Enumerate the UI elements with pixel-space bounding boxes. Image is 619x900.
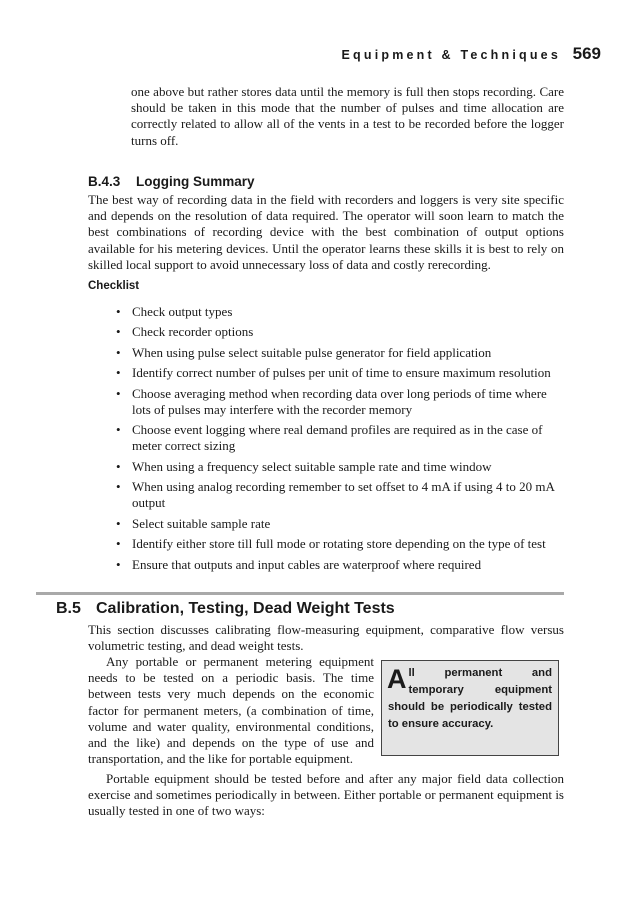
checklist-item: • Identify either store till full mode or rotating store depending on the type of test — [114, 536, 566, 552]
page-header — [0, 44, 619, 68]
section-b5-paragraph-2: Any portable or permanent metering equipment needs to be tested on a periodic basis. The time between tests very much depends on the economic factor for permanent meters, (a combination of time, volume and water quality, environmental conditions, and the like) and depends on the type of use and transportation, and the like for portable equipment. — [88, 654, 374, 767]
checklist-item: • When using a frequency select suitable sample rate and time window — [114, 459, 566, 475]
checklist-item: • Identify correct number of pulses per unit of time to ensure maximum resolution — [114, 365, 566, 381]
running-title: Equipment & Techniques — [341, 48, 561, 62]
intro-paragraph: one above but rather stores data until the memory is full then stops recording. Care should be taken in this mode that the number of pulses and time allocation are correctly related to allow all of the vents in a test to be recorded before the logger turns off. — [131, 84, 564, 148]
page-number: 569 — [572, 44, 601, 63]
checklist-item: • Ensure that outputs and input cables are waterproof where required — [114, 557, 566, 573]
section-b5-heading — [56, 600, 395, 618]
section-b5-paragraph-1: This section discusses calibrating flow-measuring equipment, comparative flow versus volumetric testing, and dead weight tests. — [88, 622, 564, 654]
section-b5-number: B.5 — [56, 600, 81, 617]
checklist-title: Checklist — [88, 280, 140, 292]
checklist-item: • When using pulse select suitable pulse generator for field application — [114, 345, 566, 361]
section-b5-paragraph-3: Portable equipment should be tested before and after any major field data collection exercise and sometimes periodically in between. Either portable or permanent equipment is usually tested in one of two ways: — [88, 771, 564, 819]
checklist — [114, 304, 566, 577]
checklist-item: • Check recorder options — [114, 324, 566, 340]
section-divider — [36, 592, 564, 595]
checklist-item: • Select suitable sample rate — [114, 516, 566, 532]
callout-drop-cap: A — [387, 664, 407, 694]
callout-box — [381, 660, 559, 756]
section-b43-paragraph: The best way of recording data in the field with recorders and loggers is very site specific and depends on the resolution of data required. The operator will soon learn to match the best combinations of recording device with the best combination of output options available for his metering devices. Until the operator learns these skills it is best to rely on skilled local support to avoid unnecessary loss of data and costly rerecording. — [88, 192, 564, 272]
checklist-item: • Choose averaging method when recording data over long periods of time where lots of pulses may interfere with the recorder memory — [114, 386, 566, 418]
callout-text: ll permanent and temporary equipment should be periodically tested to ensure accuracy. — [388, 667, 552, 730]
section-b43-number: B.4.3 — [88, 174, 121, 189]
section-b43-title: Logging Summary — [136, 174, 255, 189]
section-b43-heading — [88, 174, 255, 189]
checklist-item: • Choose event logging where real demand profiles are required as in the case of meter correct sizing — [114, 422, 566, 454]
checklist-item: • Check output types — [114, 304, 566, 320]
checklist-item: • When using analog recording remember to set offset to 4 mA if using 4 to 20 mA output — [114, 479, 566, 511]
section-b5-title: Calibration, Testing, Dead Weight Tests — [96, 600, 395, 617]
